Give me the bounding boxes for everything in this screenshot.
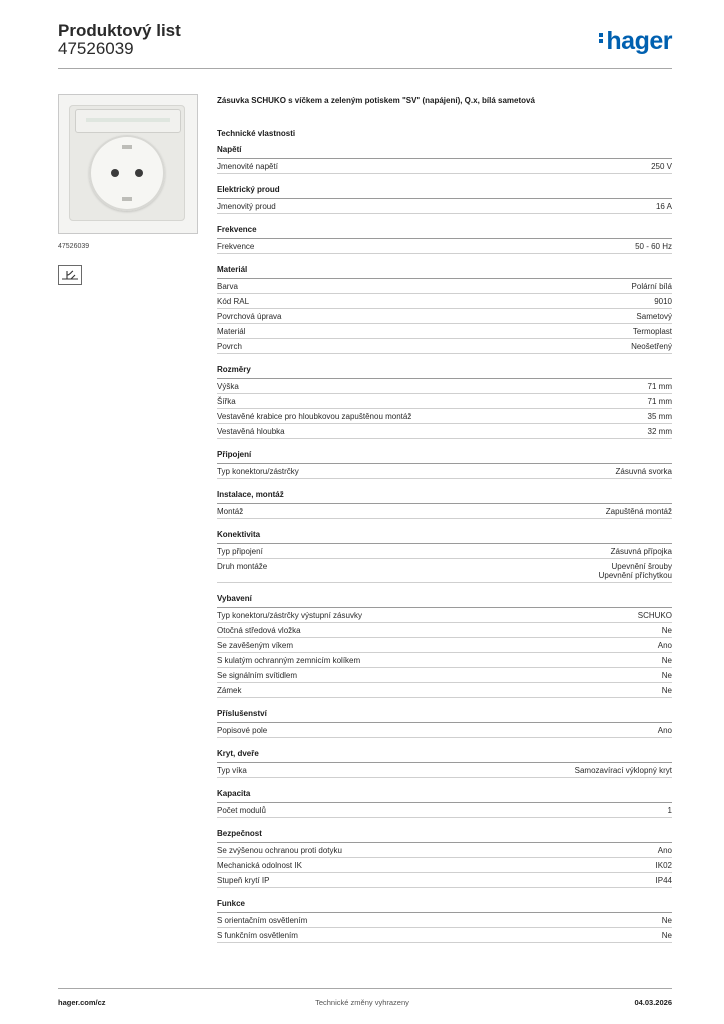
spec-row — [217, 309, 672, 324]
spec-value-line: 32 mm — [647, 427, 672, 436]
spec-value — [633, 327, 672, 336]
spec-value-line: Zásuvná svorka — [615, 467, 672, 476]
product-number: 47526039 — [58, 39, 134, 58]
spec-row — [217, 199, 672, 214]
spec-value — [631, 342, 672, 351]
spec-label: Kód RAL — [217, 297, 250, 306]
spec-row — [217, 239, 672, 254]
spec-label: Se zavěšeným víkem — [217, 641, 294, 650]
spec-value-line: 1 — [667, 806, 672, 815]
spec-row — [217, 464, 672, 479]
spec-value — [648, 412, 672, 421]
spec-group — [217, 829, 672, 888]
spec-value-line: Neošetřený — [631, 342, 672, 351]
spec-value — [658, 726, 672, 735]
spec-value — [606, 507, 672, 516]
spec-label: Frekvence — [217, 242, 255, 251]
spec-value — [662, 671, 672, 680]
spec-value — [599, 562, 672, 580]
spec-value-line: Ano — [657, 846, 672, 855]
spec-label: Povrch — [217, 342, 242, 351]
spec-value-line: Zásuvná přípojka — [610, 547, 672, 556]
spec-row — [217, 928, 672, 943]
spec-group — [217, 450, 672, 479]
spec-label: Povrchová úprava — [217, 312, 282, 321]
spec-group — [217, 530, 672, 583]
spec-label: Počet modulů — [217, 806, 266, 815]
spec-label: Se zvýšenou ochranou proti dotyku — [217, 846, 342, 855]
spec-group-title: Kryt, dveře — [217, 749, 672, 763]
spec-group — [217, 365, 672, 439]
spec-value — [654, 297, 672, 306]
footer-disclaimer: Technické změny vyhrazeny — [315, 998, 409, 1007]
footer-date: 04.03.2026 — [634, 998, 672, 1007]
spec-label: Jmenovitý proud — [217, 202, 276, 211]
spec-group-title: Frekvence — [217, 225, 672, 239]
spec-value-line: Ano — [657, 726, 672, 735]
spec-row — [217, 873, 672, 888]
spec-value-line: IK02 — [655, 861, 672, 870]
spec-value-line: 16 A — [655, 202, 672, 211]
spec-row — [217, 638, 672, 653]
spec-value — [638, 611, 672, 620]
spec-label: Barva — [217, 282, 238, 291]
footer-divider — [58, 988, 672, 989]
spec-value-line: Upevnění příchytkou — [598, 571, 672, 580]
spec-group-title: Funkce — [217, 899, 672, 913]
spec-group-title: Rozměry — [217, 365, 672, 379]
specifications — [217, 96, 672, 943]
spec-value — [662, 931, 672, 940]
socket-hole-left — [111, 169, 119, 177]
spec-value — [636, 312, 672, 321]
spec-label: Typ konektoru/zástrčky — [217, 467, 299, 476]
spec-label: Typ víka — [217, 766, 247, 775]
product-title: Zásuvka SCHUKO s víčkem a zeleným potiskem "SV" (napájení), Q.x, bílá sametová — [217, 96, 535, 105]
spec-label: Zámek — [217, 686, 242, 695]
logo-text: hager — [606, 27, 672, 55]
spec-label: Otočná středová vložka — [217, 626, 301, 635]
spec-value-line: SCHUKO — [637, 611, 672, 620]
spec-row — [217, 653, 672, 668]
spec-group — [217, 709, 672, 738]
spec-group-title: Kapacita — [217, 789, 672, 803]
spec-value-line: Ne — [661, 656, 672, 665]
hager-logo — [599, 27, 672, 56]
spec-value — [651, 162, 672, 171]
spec-row — [217, 324, 672, 339]
header-divider — [58, 68, 672, 69]
spec-row — [217, 763, 672, 778]
spec-value — [662, 626, 672, 635]
spec-row — [217, 544, 672, 559]
spec-row — [217, 843, 672, 858]
spec-value — [635, 242, 672, 251]
spec-row — [217, 858, 672, 873]
spec-group — [217, 225, 672, 254]
spec-value-line: 71 mm — [647, 397, 672, 406]
spec-value — [616, 467, 672, 476]
spec-value-line: Termoplast — [632, 327, 672, 336]
document-title: Produktový list — [58, 21, 181, 40]
spec-group-title: Elektrický proud — [217, 185, 672, 199]
spec-label: Montáž — [217, 507, 244, 516]
spec-value-line: Polární bílá — [631, 282, 672, 291]
spec-value-line: Ne — [661, 686, 672, 695]
spec-label: Druh montáže — [217, 562, 268, 571]
spec-label: S kulatým ochranným zemnicím kolíkem — [217, 656, 361, 665]
spec-value — [658, 846, 672, 855]
spec-group — [217, 749, 672, 778]
spec-groups — [217, 145, 672, 943]
spec-value-line: 250 V — [651, 162, 672, 171]
spec-value-line: Samozavírací výklopný kryt — [574, 766, 672, 775]
spec-label: Vestavěné krabice pro hloubkovou zapuštěnou montáž — [217, 412, 412, 421]
spec-group-title: Příslušenství — [217, 709, 672, 723]
socket-lid — [75, 109, 181, 133]
spec-group — [217, 899, 672, 943]
spec-group — [217, 789, 672, 818]
spec-value — [648, 427, 672, 436]
spec-row — [217, 294, 672, 309]
spec-value — [656, 202, 672, 211]
spec-value-line: 71 mm — [647, 382, 672, 391]
spec-label: Vestavěná hloubka — [217, 427, 285, 436]
spec-group-title: Připojení — [217, 450, 672, 464]
spec-row — [217, 279, 672, 294]
spec-row — [217, 723, 672, 738]
spec-label: Mechanická odolnost IK — [217, 861, 302, 870]
spec-group — [217, 594, 672, 698]
spec-group-title: Bezpečnost — [217, 829, 672, 843]
spec-value — [632, 282, 672, 291]
spec-value — [662, 656, 672, 665]
spec-group — [217, 490, 672, 519]
spec-label: S orientačním osvětlením — [217, 916, 308, 925]
spec-value-line: Upevnění šrouby — [611, 562, 672, 571]
spec-group-title: Instalace, montáž — [217, 490, 672, 504]
spec-row — [217, 683, 672, 698]
footer-website[interactable]: hager.com/cz — [58, 998, 106, 1007]
spec-label: Popisové pole — [217, 726, 268, 735]
spec-value — [668, 806, 672, 815]
flush-mounting-symbol-icon — [58, 265, 82, 285]
spec-group — [217, 145, 672, 174]
spec-row — [217, 379, 672, 394]
spec-row — [217, 559, 672, 583]
spec-value — [656, 876, 672, 885]
spec-label: Materiál — [217, 327, 246, 336]
spec-row — [217, 803, 672, 818]
spec-label: Výška — [217, 382, 239, 391]
spec-label: Typ konektoru/zástrčky výstupní zásuvky — [217, 611, 362, 620]
spec-group-title: Materiál — [217, 265, 672, 279]
product-photo — [58, 94, 198, 234]
spec-value-line: 35 mm — [647, 412, 672, 421]
spec-row — [217, 504, 672, 519]
spec-value-line: Ano — [657, 641, 672, 650]
socket-hole-right — [135, 169, 143, 177]
spec-value — [656, 861, 672, 870]
spec-label: Typ připojení — [217, 547, 263, 556]
spec-label: S funkčním osvětlením — [217, 931, 298, 940]
spec-row — [217, 668, 672, 683]
spec-row — [217, 159, 672, 174]
spec-group — [217, 185, 672, 214]
spec-value — [662, 916, 672, 925]
spec-group — [217, 265, 672, 354]
spec-row — [217, 409, 672, 424]
logo-dots-icon — [599, 31, 603, 45]
socket-frame — [69, 105, 185, 221]
spec-value-line: Ne — [661, 626, 672, 635]
spec-row — [217, 394, 672, 409]
spec-group-title: Napětí — [217, 145, 672, 159]
spec-group-title: Vybavení — [217, 594, 672, 608]
spec-value — [611, 547, 672, 556]
spec-label: Jmenovité napětí — [217, 162, 278, 171]
spec-value — [575, 766, 672, 775]
spec-value-line: Ne — [661, 931, 672, 940]
spec-label: Stupeň krytí IP — [217, 876, 270, 885]
spec-value — [662, 686, 672, 695]
spec-row — [217, 339, 672, 354]
spec-value — [648, 397, 672, 406]
spec-group-title: Konektivita — [217, 530, 672, 544]
document-header — [58, 22, 181, 58]
spec-value — [658, 641, 672, 650]
spec-row — [217, 424, 672, 439]
section-heading: Technické vlastnosti — [217, 129, 296, 138]
spec-row — [217, 623, 672, 638]
spec-value-line: 9010 — [654, 297, 672, 306]
spec-row — [217, 913, 672, 928]
spec-label: Šířka — [217, 397, 236, 406]
socket-insert — [89, 135, 165, 211]
spec-row — [217, 608, 672, 623]
photo-caption: 47526039 — [58, 243, 90, 250]
spec-value — [648, 382, 672, 391]
spec-value-line: Sametový — [636, 312, 672, 321]
spec-value-line: IP44 — [655, 876, 672, 885]
spec-value-line: 50 - 60 Hz — [635, 242, 672, 251]
spec-value-line: Zapuštěná montáž — [605, 507, 672, 516]
spec-label: Se signálním svítidlem — [217, 671, 298, 680]
spec-value-line: Ne — [661, 916, 672, 925]
spec-value-line: Ne — [661, 671, 672, 680]
